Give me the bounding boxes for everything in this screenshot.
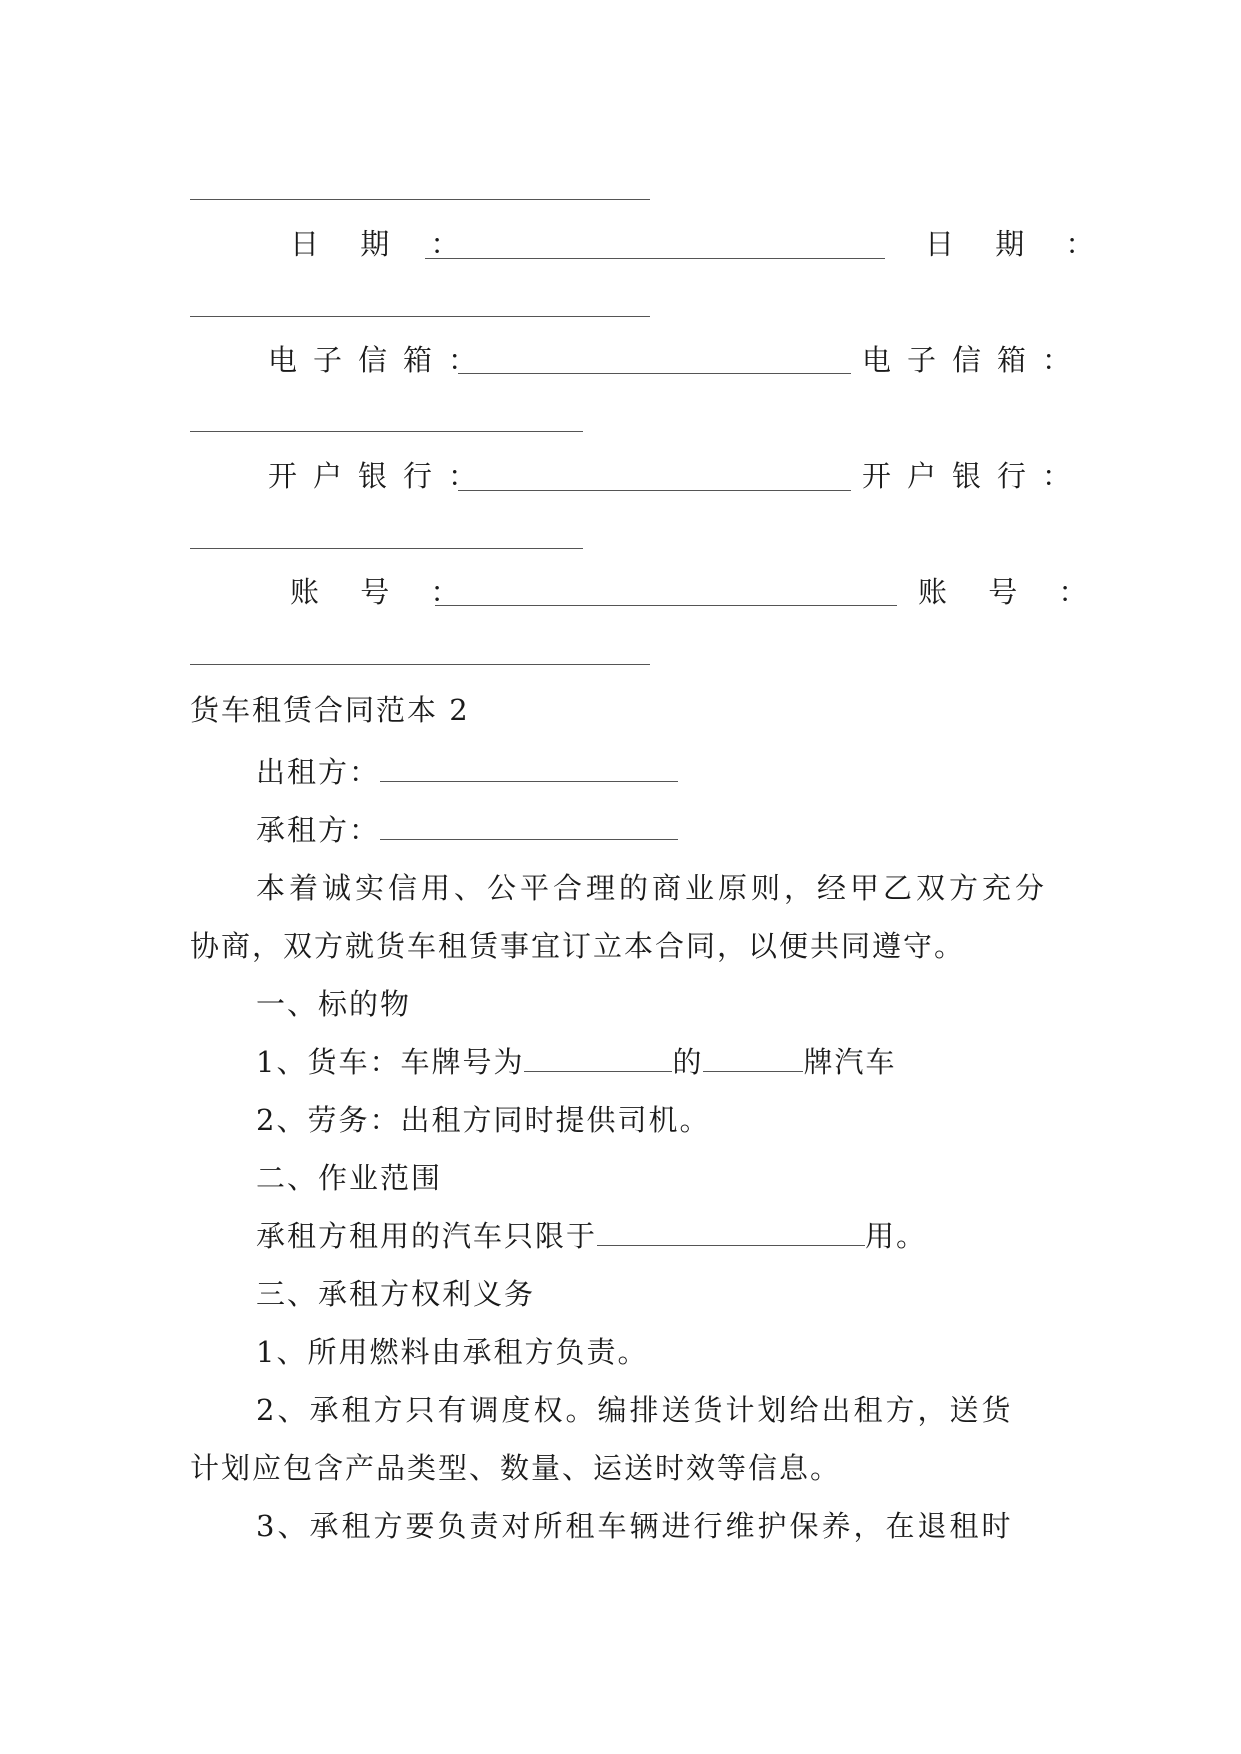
bank-blank-left [458,490,851,491]
lessee-line [256,810,678,850]
brand-blank [703,1043,803,1072]
scope-pre: 承租方租用的汽车只限于 [256,1219,598,1253]
right-3-line-1: 3、承租方要负责对所租车辆进行维护保养，在退租时 [256,1509,1014,1543]
right-2-line-1: 2、承租方只有调度权。编排送货计划给出租方，送货 [256,1393,1014,1427]
email-label-right: 电子信箱： [862,343,1088,377]
right-2-line-2: 计划应包含产品类型、数量、运送时效等信息。 [190,1451,842,1485]
account-label-left: 账 号 ： [290,575,476,609]
plate-blank [524,1043,672,1072]
lessee-label: 承租方： [256,813,381,847]
item-truck-post: 牌汽车 [803,1045,897,1079]
right-1: 1、所用燃料由承租方负责。 [256,1335,649,1369]
item-labor: 2、劳务：出租方同时提供司机。 [256,1103,711,1137]
date-blank-right [190,316,650,317]
heading-subject-matter: 一、标的物 [256,987,412,1021]
email-label-left: 电子信箱： [268,343,494,377]
date-label-right: 日 期 ： [925,227,1111,261]
account-blank-left [435,605,897,606]
email-blank-left [458,373,851,374]
lessee-blank [380,811,678,840]
blank-line [190,199,650,200]
intro-line-1: 本着诚实信用、公平合理的商业原则，经甲乙双方充分 [256,871,1049,905]
lessor-blank [380,753,678,782]
item-truck-mid: 的 [672,1045,704,1079]
item-truck [256,1042,896,1082]
bank-blank-right [190,548,583,549]
lessor-line [256,752,678,792]
intro-line-2: 协商，双方就货车租赁事宜订立本合同，以便共同遵守。 [190,929,966,963]
date-blank-left [425,258,885,259]
lessor-label: 出租方： [256,755,381,789]
item-truck-pre: 1、货车：车牌号为 [256,1045,525,1079]
bank-label-right: 开户银行： [862,459,1088,493]
email-blank-right [190,431,583,432]
date-label-left: 日 期 ： [290,227,476,261]
scope-post: 用。 [865,1219,928,1253]
bank-label-left: 开户银行： [268,459,494,493]
account-blank-right [190,664,650,665]
account-label-right: 账 号 ： [918,575,1104,609]
scope-blank [597,1217,865,1246]
section-title: 货车租赁合同范本 2 [190,693,470,727]
scope-line [256,1216,927,1256]
heading-scope: 二、作业范围 [256,1161,443,1195]
heading-rights: 三、承租方权利义务 [256,1277,536,1311]
